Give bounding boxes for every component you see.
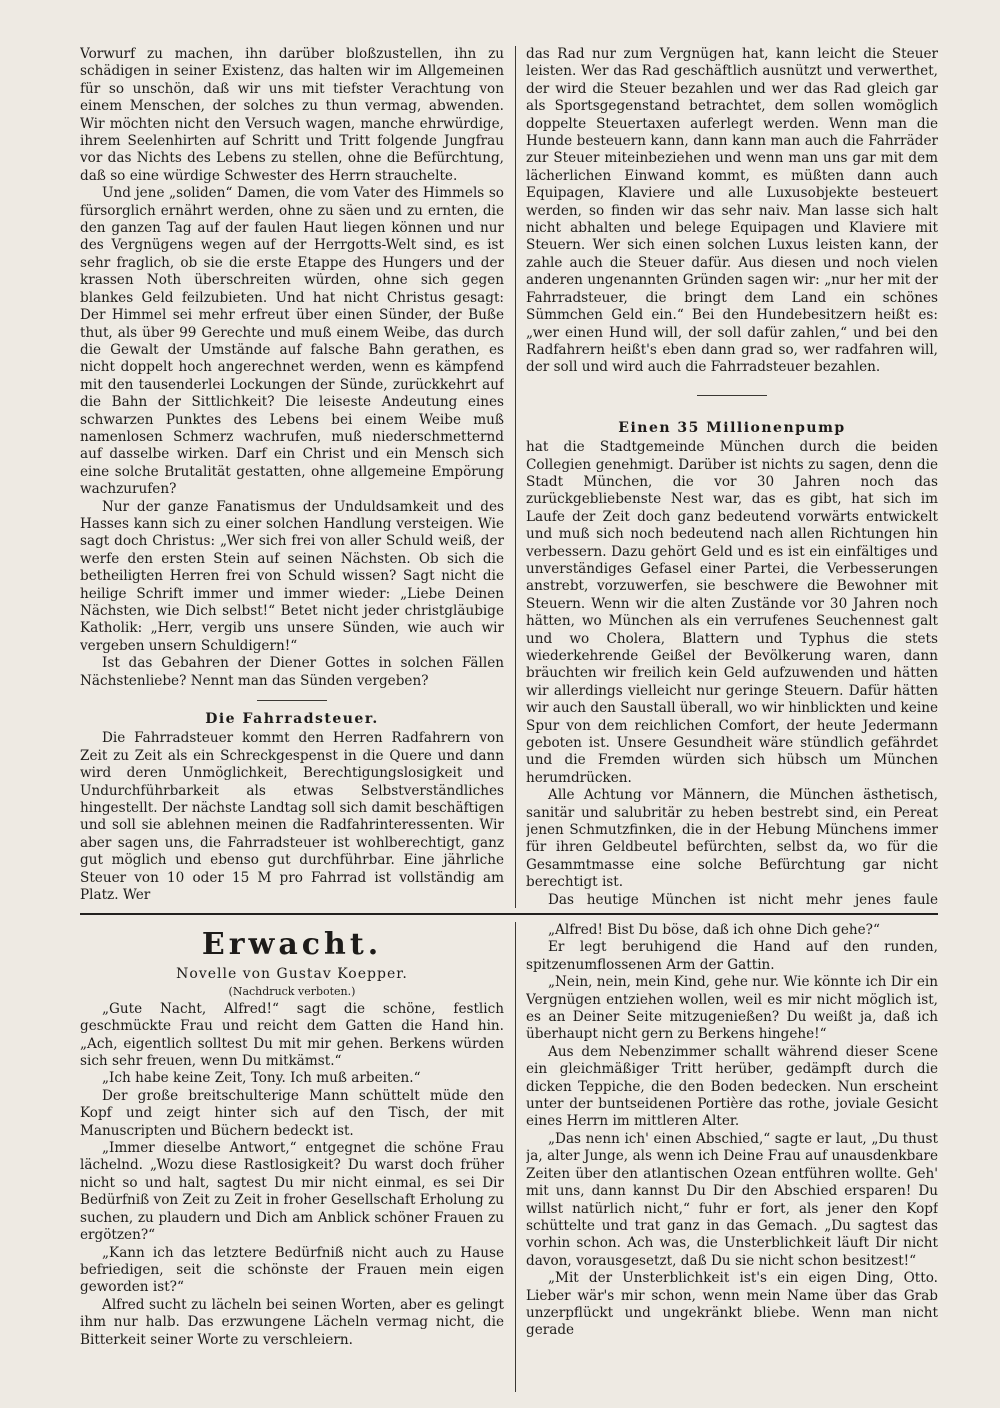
novella-subtitle: Novelle von Gustav Koepper. (176, 966, 408, 982)
paragraph: Vorwurf zu machen, ihn darüber bloßzustellen, ihn zu schädigen in seiner Existenz, das halten wir im Allgemeinen für so unschön, daß wir uns mit tiefster Verachtung von einem Menschen, der solches zu thun vermag, abwenden. Wir möchten nicht den Versuch wagen, manche ehrwürdige, ihrem Seelenhirten auf Schritt und Tritt folgende Jungfrau vor das Nichts des Lebens zu stellen, ohne die Befürchtung, daß so eine würdige Schwester des Herrn strauchelte. (80, 46, 504, 184)
feuilleton-separator (80, 913, 938, 915)
paragraph: Der große breitschulterige Mann schüttelt müde den Kopf und zeigt hinter sich auf den Tisch, der mit Manuscripten und Büchern bedeckt ist. (80, 1087, 504, 1139)
paragraph: „Immer dieselbe Antwort,“ entgegnet die schöne Frau lächelnd. „Wozu diese Rastlosigkeit? Du warst doch früher nicht so und halt, sagtest Du mir nicht einmal, es sei Dir Bedürfniß von Zeit zu Zeit in froher Gesellschaft Erholung zu suchen, zu plaudern und Dich am Anblick schöner Frauen zu ergötzen?“ (80, 1140, 504, 1244)
paragraph: „Ich habe keine Zeit, Tony. Ich muß arbeiten.“ (102, 1070, 421, 1087)
paragraph: „Nein, nein, mein Kind, gehe nur. Wie könnte ich Dir ein Vergnügen entziehen wollen, weil es mir nicht möglich ist, es an Deiner Seite mitzugenießen? Du weißt ja, daß ich überhaupt nicht gern zu Berkens hingehe!“ (526, 974, 938, 1043)
paragraph: „Gute Nacht, Alfred!“ sagt die schöne, festlich geschmückte Frau und reicht dem Gatten die Hand hin. „Ach, eigentlich solltest Du mit mir gehen. Berkens würden sich sehr freuen, wenn Du mitkämst.“ (80, 1000, 504, 1070)
column-divider (515, 46, 516, 908)
section-divider (257, 700, 327, 701)
column-top-left (80, 46, 504, 908)
paragraph: hat die Stadtgemeinde München durch die beiden Collegien genehmigt. Darüber ist nichts zu sagen, denn die Stadt München, die vor 30 Jahren noch das zurückgebliebenste Nest war, das es gibt, hat sich im Laufe der Zeit doch ganz bedeutend vorwärts entwickelt und muß sich noch bedeutend nach allen Richtungen hin verbessern. Dazu gehört Geld und es ist ein einfältiges und unverständiges Gefasel einer Partei, die Verbesserungen anstrebt, vorzuwerfen, sie beschwere die Bewohner mit Steuern. Wenn wir die alten Zustände vor 30 Jahren noch hätten, wo München als ein verrufenes Seuchennest galt und wo Cholera, Blattern und Typhus die stets wiederkehrende Geißel der Bevölkerung waren, dann bräuchten wir freilich kein Geld aufzuwenden und hätten wir allerdings vielleicht nur geringe Steuern. Dafür hätten wir auch den Saustall überall, wo wir hinblickten und keine Spur von dem reichlichen Comfort, der heute Jedermann geboten ist. Unsere Gesundheit wäre stündlich gefährdet und die Fremden würden sich hübsch um München herumdrücken. (526, 439, 938, 786)
paragraph: Ist das Gebahren der Diener Gottes in solchen Fällen Nächstenliebe? Nennt man das Sünden vergeben? (80, 655, 504, 689)
paragraph: „Kann ich das letztere Bedürfniß nicht auch zu Hause befriedigen, seit die schönste der Frauen mein eigen geworden ist?“ (80, 1244, 504, 1296)
paragraph: „Alfred! Bist Du böse, daß ich ohne Dich gehe?“ (548, 922, 880, 938)
paragraph: Und jene „soliden“ Damen, die vom Vater des Himmels so fürsorglich ernährt werden, ohne zu säen und zu ernten, die den ganzen Tag auf der faulen Haut liegen können und nur des Vergnügens wegen auf der Herrgotts-Welt sind, es ist sehr fraglich, ob sie die erste Etappe des Hungers und der krassen Noth überschreiten würden, ohne sich gegen blankes Geld feilzubieten. Und hat nicht Christus gesagt: Der Himmel sei mehr erfreut über einen Sünder, der Buße thut, als über 99 Gerechte und muß einem Weibe, das durch die Gewalt der Umstände auf falsche Bahn gerathen, es nicht doppelt hoch angerechnet werden, wenn es kämpfend mit den tausenderlei Lockungen der Sünde, zurückkehrt auf die Bahn der Sittlichkeit? Die leiseste Andeutung eines schwarzen Punktes des Lebens bei einem Weibe muß namenlosen Schmerz wachrufen, muß niederschmetternd auf dasselbe wirken. Darf ein Christ und ein Mensch sich eine solche Brutalität gestatten, ohne allgemeine Empörung wachzurufen? (80, 185, 504, 498)
column-top-right (526, 46, 938, 908)
article-heading-fahrradsteuer: Die Fahrradsteuer. (205, 711, 379, 728)
paragraph: Aus dem Nebenzimmer schallt während dieser Scene ein gleichmäßiger Tritt herüber, gedämpft durch die dicken Teppiche, die den Boden bedecken. Nun erscheint unter der buntseidenen Portière das rothe, joviale Gesicht eines Herrn im mittleren Alter. (526, 1043, 938, 1130)
column-divider (515, 922, 516, 1392)
paragraph: „Das nenn ich' einen Abschied,“ sagte er laut, „Du thust ja, alter Junge, als wenn ich Deine Frau auf unausdenkbare Zeiten über den atlantischen Ozean entführen wollte. Geh' mit uns, dann kannst Du Dir den Abschied ersparen! Du willst natürlich nicht,“ fuhr er fort, als jener den Kopf schüttelte und trat ganz in das Gemach. „Du sagtest das vorhin schon. Ach was, die Unsterblichkeit läuft Dir nicht davon, vorausgesetzt, daß Du sie nicht schon besitzest!“ (526, 1130, 938, 1269)
paragraph: Die Fahrradsteuer kommt den Herren Radfahrern von Zeit zu Zeit als ein Schreckgespenst in die Quere und dann wird deren Unmöglichkeit, Berechtigungslosigkeit und Undurchführbarkeit als etwas Selbstverständliches hingestellt. Der nächste Landtag soll sich damit beschäftigen und soll sie ablehnen meinen die Radfahrinteressenten. Wir aber sagen uns, die Fahrradsteuer ist wohlberechtigt, ganz gut möglich und ebenso gut durchführbar. Eine jährliche Steuer von 10 oder 15 M pro Fahrrad ist vollständig am Platz. Wer (80, 730, 504, 904)
paragraph: Das heutige München ist nicht mehr jenes faule (548, 891, 938, 908)
paragraph: Er legt beruhigend die Hand auf den runden, spitzenumflossenen Arm der Gattin. (526, 939, 938, 973)
paragraph: „Mit der Unsterblichkeit ist's ein eigen Ding, Otto. Lieber wär's mir schon, wenn mein Name über das Grab unzerpflückt und ungekränkt bliebe. Wenn man nicht gerade (526, 1270, 938, 1339)
paragraph: Nur der ganze Fanatismus der Unduldsamkeit und des Hasses kann sich zu einer solchen Handlung versteigen. Wie sagt doch Christus: „Wer sich frei von aller Schuld weiß, der werfe den ersten Stein auf seinen Nächsten. Ob sich die betheiligten Herren frei von Schuld wissen? Sagt nicht die heilige Schrift immer und immer wieder: „Liebe Deinen Nächsten, wie Dich selbst!“ Betet nicht jeder christgläubige Katholik: „Herr, vergib uns unsere Sünden, wie auch wir vergeben unsern Schuldigern!“ (80, 498, 504, 654)
paragraph: Alle Achtung vor Männern, die München ästhetisch, sanitär und salubritär zu heben bestrebt sind, ein Pereat jenen Schmutzfinken, die in der Hebung Münchens immer für ihren Geldbeutel befürchten, selbst da, wo für die Gesammtmasse eine solche Befürchtung gar nicht berechtigt ist. (526, 787, 938, 891)
paragraph: Alfred sucht zu lächeln bei seinen Worten, aber es gelingt ihm nur halb. Das erzwungene Lächeln vermag nicht, die Bitterkeit seiner Worte zu verschleiern. (80, 1296, 504, 1348)
article-heading-millionenpump: Einen 35 Millionenpump (618, 419, 846, 436)
column-bottom-right (526, 922, 938, 1392)
reprint-note: (Nachdruck verboten.) (228, 985, 356, 999)
paragraph: das Rad nur zum Vergnügen hat, kann leicht die Steuer leisten. Wer das Rad geschäftlich ausnützt und verwerthet, der wird die Steuer bezahlen und wer das Rad gleich gar als Sportsgegenstand betrachtet, dem sollen womöglich doppelte Steuertaxen auferlegt werden. Wenn man die Hunde besteuern kann, dann kann man auch die Fahrräder zur Steuer miteinbeziehen und wenn man uns gar mit dem lächerlichen Einwand kommt, es müßten dann auch Equipagen, Klaviere und alle Luxusobjekte besteuert werden, so finden wir das sehr naiv. Man lasse sich halt nicht abhalten und belege Equipagen und Klaviere mit Steuern. Wer sich einen solchen Luxus leisten kann, der zahle auch die Steuer dafür. Aus diesen und noch vielen anderen ungenannten Gründen sagen wir: „nur her mit der Fahrradsteuer, die bringt dem Land ein schönes Sümmchen Geld ein.“ Bei den Hundebesitzern heißt es: „wer einen Hund will, der soll dafür zahlen,“ und bei den Radfahrern heißt's eben dann grad so, wer radfahren will, der soll und wird auch die Fahrradsteuer bezahlen. (526, 46, 938, 376)
column-bottom-left (80, 922, 504, 1392)
section-divider (697, 395, 767, 396)
novella-title: Erwacht. (201, 927, 383, 962)
